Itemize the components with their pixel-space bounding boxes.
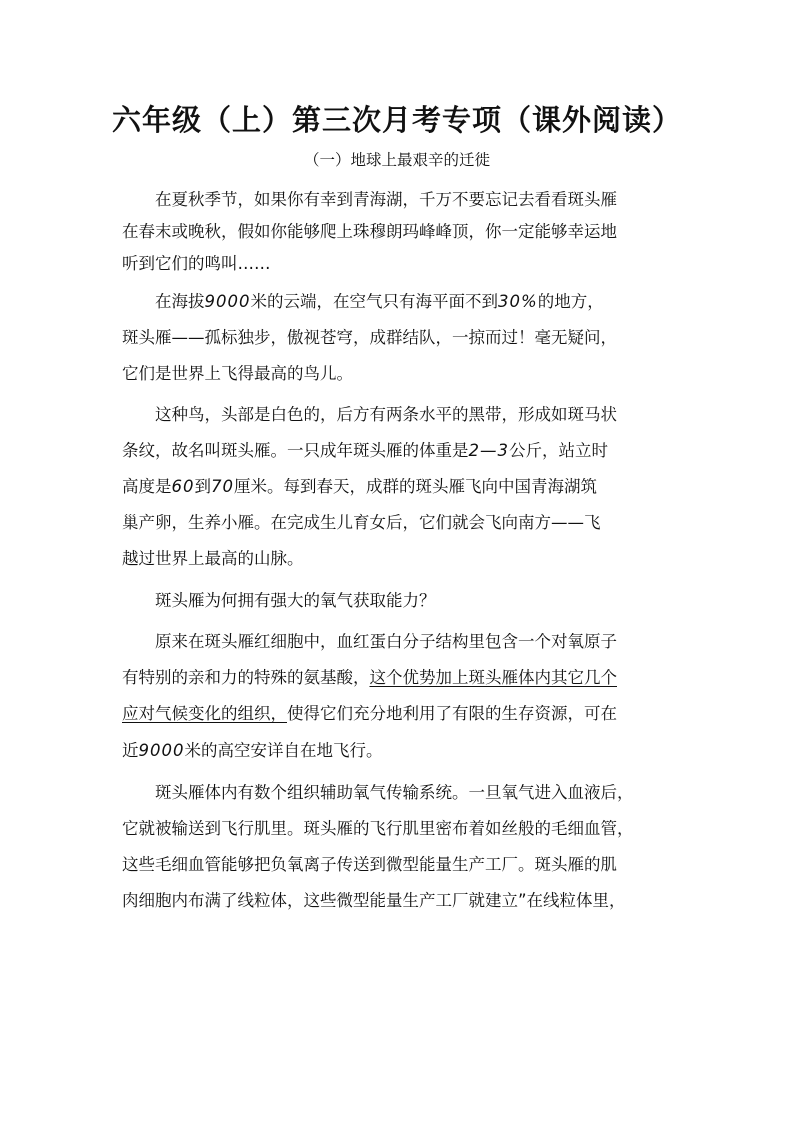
text-segment: 米的云端，在空气只有海平面不到 bbox=[250, 292, 498, 311]
paragraph-6-line-2: 它就被输送到飞行肌里。斑头雁的飞行肌里密布着如丝般的毛细血管， bbox=[122, 819, 634, 838]
paragraph-3-line-1: 这种鸟，头部是白色的，后方有两条水平的黑带，形成如斑马状 bbox=[155, 405, 617, 424]
text-segment: 条纹，故名叫斑头雁。一只成年斑头雁的体重是 bbox=[122, 441, 469, 460]
paragraph-1-line-3: 听到它们的鸣叫…… bbox=[122, 254, 271, 273]
underlined-phrase: 应对气候变化的组织， bbox=[122, 704, 287, 723]
text-segment: 公斤，站立时 bbox=[509, 441, 608, 460]
paragraph-3-line-5: 越过世界上最高的山脉。 bbox=[122, 549, 304, 568]
paragraph-1-line-2: 在春末或晚秋，假如你能够爬上珠穆朗玛峰峰顶，你一定能够幸运地 bbox=[122, 222, 617, 241]
paragraph-5-line-2 bbox=[122, 664, 617, 692]
paragraph-5-line-1: 原来在斑头雁红细胞中，血红蛋白分子结构里包含一个对氧原子 bbox=[155, 632, 617, 651]
text-segment: 到 bbox=[194, 477, 211, 496]
paragraph-6-line-1: 斑头雁体内有数个组织辅助氧气传输系统。一旦氧气进入血液后， bbox=[155, 783, 634, 802]
number-percent: 30% bbox=[498, 292, 538, 311]
text-segment: 高度是 bbox=[122, 477, 172, 496]
text-segment: 有特别的亲和力的特殊的氨基酸， bbox=[122, 668, 370, 687]
text-segment: 近 bbox=[122, 741, 139, 760]
paragraph-2-line-3: 它们是世界上飞得最高的鸟儿。 bbox=[122, 364, 353, 383]
paragraph-3-line-2 bbox=[122, 437, 608, 465]
text-segment: 的地方， bbox=[537, 292, 604, 311]
paragraph-2-line-1 bbox=[155, 288, 604, 316]
article-subtitle: （一）地球上最艰辛的迁徙 bbox=[303, 151, 490, 169]
paragraph-5-line-4 bbox=[122, 737, 383, 765]
text-segment: 使得它们充分地利用了有限的生存资源，可在 bbox=[287, 704, 617, 723]
text-segment: 米的高空安详自在地飞行。 bbox=[184, 741, 383, 760]
paragraph-3-line-3 bbox=[122, 473, 597, 501]
paragraph-5-line-3 bbox=[122, 700, 617, 728]
number-altitude: 9000 bbox=[138, 741, 185, 760]
text-segment: 在海拔 bbox=[155, 292, 205, 311]
number-altitude: 9000 bbox=[204, 292, 251, 311]
document-title: 六年级（上）第三次月考专项（课外阅读） bbox=[111, 103, 682, 137]
number-height-max: 70 bbox=[211, 477, 234, 496]
text-segment: 厘米。每到春天，成群的斑头雁飞向中国青海湖筑 bbox=[234, 477, 597, 496]
paragraph-2-line-2: 斑头雁——孤标独步，傲视苍穹，成群结队，一掠而过！毫无疑问， bbox=[122, 328, 617, 347]
underlined-phrase: 这个优势加上斑头雁体内其它几个 bbox=[369, 668, 617, 687]
paragraph-4-line-1: 斑头雁为何拥有强大的氧气获取能力？ bbox=[155, 591, 436, 610]
paragraph-3-line-4: 巢产卵，生养小雁。在完成生儿育女后，它们就会飞向南方——飞 bbox=[122, 513, 601, 532]
paragraph-6-line-3: 这些毛细血管能够把负氧离子传送到微型能量生产工厂。斑头雁的肌 bbox=[122, 855, 617, 874]
number-height-min: 60 bbox=[171, 477, 195, 496]
paragraph-6-line-4: 肉细胞内布满了线粒体，这些微型能量生产工厂就建立”在线粒体里， bbox=[122, 891, 626, 910]
paragraph-1-line-1: 在夏秋季节，如果你有幸到青海湖，千万不要忘记去看看斑头雁 bbox=[155, 190, 617, 209]
number-weight: 2—3 bbox=[468, 441, 509, 460]
